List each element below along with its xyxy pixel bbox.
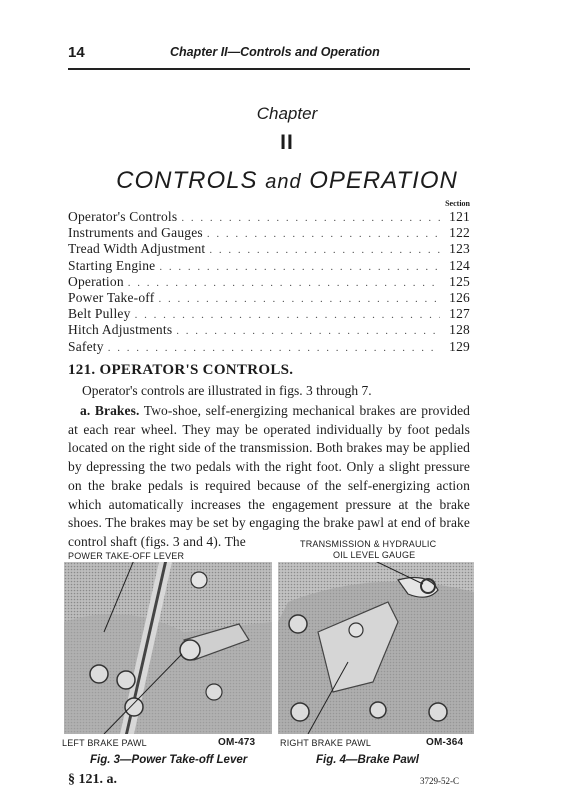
- toc-entry-title: Power Take-off: [68, 289, 155, 305]
- header-rule: [68, 68, 470, 70]
- toc-entry: [68, 306, 470, 322]
- toc-entry: [68, 258, 470, 274]
- paragraph-text: Two-shoe, self-energizing mechanical brakes are provided at each rear wheel. They may be operated individually by foot pedals located on the right side of the transmission. Both brakes may be applied by depressing the two pedals with the right foot. Only a slight pressure on the brake pedals is required because of the self-energizing action which automatically increases the engagement pressure at the brake shoes. The brakes may be set by engaging the brake pawl at end of brake control shaft (figs. 3 and 4). The: [68, 403, 471, 549]
- fig3-bottom-label: LEFT BRAKE PAWL: [62, 738, 147, 748]
- chapter-title-and: and: [265, 171, 302, 193]
- bolt-head: [125, 698, 143, 716]
- fig4-caption: Fig. 4—Brake Pawl: [316, 754, 419, 766]
- chapter-title: [0, 167, 574, 195]
- toc-entry-title: Starting Engine: [68, 257, 156, 273]
- bolt-head: [90, 665, 108, 683]
- chapter-word: Chapter: [256, 104, 318, 123]
- fig3-caption: Fig. 3—Power Take-off Lever: [90, 754, 248, 766]
- chapter-numeral: II: [280, 131, 294, 154]
- toc-leader-dots: [158, 293, 440, 305]
- toc-entry-section: 129: [449, 338, 470, 354]
- toc-entry: [68, 241, 470, 257]
- toc-leader-dots: [128, 277, 440, 289]
- bolt-head: [429, 703, 447, 721]
- chapter-title-part1: CONTROLS: [116, 167, 258, 194]
- bolt-head: [180, 640, 200, 660]
- toc-leader-dots: [159, 261, 440, 273]
- toc-leader-dots: [108, 342, 440, 354]
- toc-entry-section: 128: [449, 322, 470, 338]
- toc-leader-dots: [135, 309, 440, 321]
- bolt-head: [206, 684, 222, 700]
- fig4-top-label-line1: TRANSMISSION & HYDRAULIC: [300, 539, 437, 549]
- toc-column-label: Section: [445, 199, 470, 208]
- toc-leader-dots: [209, 244, 440, 256]
- bolt-head: [117, 671, 135, 689]
- fig4-top-label-line2: OIL LEVEL GAUGE: [333, 550, 416, 560]
- section-heading: 121. OPERATOR'S CONTROLS.: [68, 362, 294, 378]
- toc-entry-section: 123: [449, 241, 470, 257]
- toc-entry-title: Operator's Controls: [68, 209, 178, 224]
- toc-entry-section: 121: [449, 209, 470, 224]
- toc-leader-dots: [207, 228, 440, 240]
- toc-leader-dots: [176, 325, 440, 337]
- toc-entry-section: 122: [449, 225, 470, 241]
- bolt-head: [289, 615, 307, 633]
- toc-entry-section: 126: [449, 289, 470, 305]
- toc-entry: [68, 274, 470, 290]
- footer-section-ref: § 121. a.: [68, 772, 117, 787]
- section-intro: Operator's controls are illustrated in figs. 3 through 7.: [82, 383, 372, 398]
- bolt-head: [370, 702, 386, 718]
- toc-entry-title: Belt Pulley: [68, 306, 131, 322]
- toc-entry: [68, 339, 470, 355]
- toc-entry: [68, 225, 470, 241]
- fig4-ref-code: OM-364: [426, 737, 464, 748]
- toc-leader-dots: [181, 212, 440, 224]
- bolt-head: [291, 703, 309, 721]
- toc-entry-section: 124: [449, 257, 470, 273]
- fig3-ref-code: OM-473: [218, 737, 256, 748]
- footer-print-code: 3729-52-C: [420, 776, 459, 786]
- fig3-photo: [64, 562, 272, 734]
- toc-entry-title: Tread Width Adjustment: [68, 241, 206, 257]
- toc-entry: [68, 322, 470, 338]
- toc-entry-title: Operation: [68, 273, 124, 289]
- running-title: Chapter II—Controls and Operation: [170, 45, 380, 59]
- brakes-paragraph: [68, 402, 470, 552]
- fig4-photo: [278, 562, 474, 734]
- toc-entry-title: Instruments and Gauges: [68, 225, 203, 241]
- chapter-title-part2: OPERATION: [309, 167, 458, 194]
- paragraph-lead: a. Brakes.: [80, 403, 140, 418]
- toc-entry-section: 125: [449, 273, 470, 289]
- fig3-top-label: POWER TAKE-OFF LEVER: [68, 551, 185, 561]
- toc-entry-title: Safety: [68, 338, 104, 354]
- bolt-head: [191, 572, 207, 588]
- table-of-contents: [68, 209, 470, 355]
- toc-entry: [68, 209, 470, 225]
- fig4-bottom-label: RIGHT BRAKE PAWL: [280, 738, 372, 748]
- toc-entry-title: Hitch Adjustments: [68, 322, 173, 338]
- bolt-head: [349, 623, 363, 637]
- page-number: 14: [68, 44, 85, 61]
- toc-entry: [68, 290, 470, 306]
- toc-entry-section: 127: [449, 306, 470, 322]
